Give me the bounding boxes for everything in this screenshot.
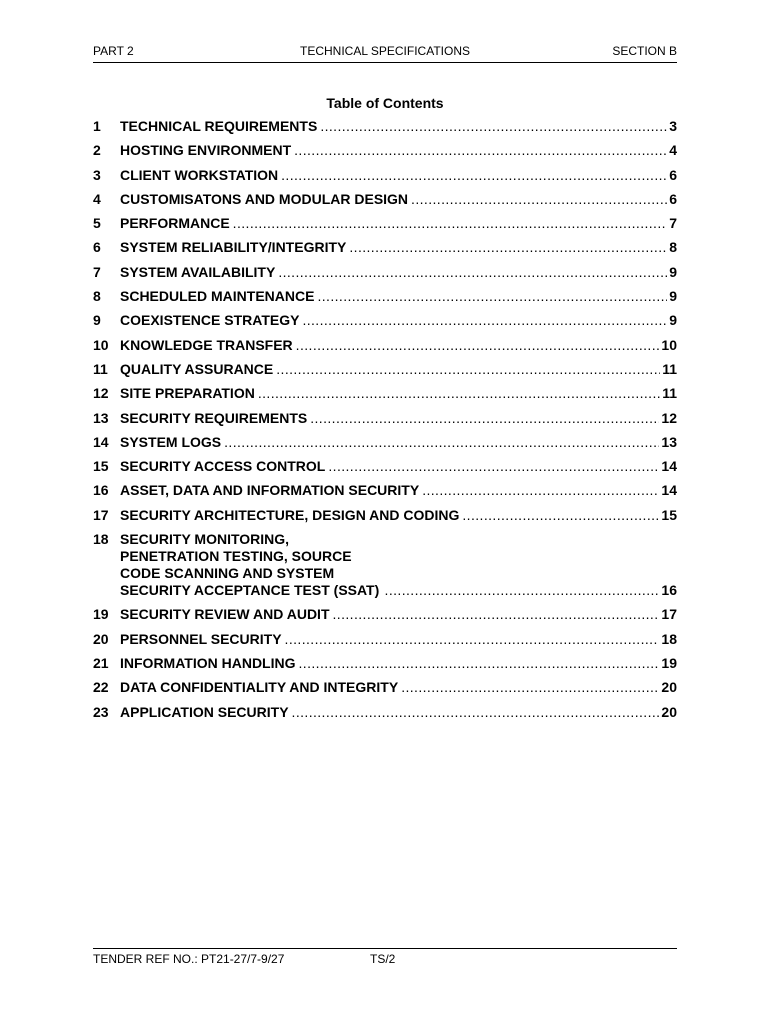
toc-entry-title[interactable]: SECURITY ACCESS CONTROL [120,458,326,475]
toc-entry[interactable] [93,655,677,672]
toc-entry-title[interactable]: SITE PREPARATION [120,385,255,402]
toc-entry[interactable] [93,679,677,696]
toc-entry-number: 10 [93,336,109,353]
toc-entry-number: 3 [93,166,101,183]
toc-entry-number: 15 [93,458,109,475]
toc-entry-title[interactable]: SECURITY MONITORING, PENETRATION TESTING, SOURCE CODE SCANNING AND SYSTEM SECURITY ACCEPTANCE TEST (SSAT) [120,531,380,599]
toc-entry-title[interactable]: SYSTEM RELIABILITY/INTEGRITY [120,239,347,256]
toc-entry-number: 11 [93,360,108,377]
toc-entry-title[interactable]: PERSONNEL SECURITY [120,630,282,647]
toc-entry-title[interactable]: ASSET, DATA AND INFORMATION SECURITY [120,482,420,499]
toc-entry-page: 20 [661,679,677,696]
toc-entry-number: 20 [93,630,109,647]
toc-dot-leader [278,264,667,281]
toc-entry-page: 9 [669,288,677,305]
toc-entry-number: 5 [93,215,101,232]
toc-dot-leader [333,606,660,623]
toc-entry[interactable] [93,531,677,599]
toc-entry-page: 9 [669,312,677,329]
toc-entry-title[interactable]: APPLICATION SECURITY [120,703,289,720]
toc-entry-number: 17 [93,506,109,523]
toc-entry-title[interactable]: PERFORMANCE [120,215,230,232]
toc-entry-number: 16 [93,482,109,499]
toc-entry-page: 12 [661,409,677,426]
toc-entry-title[interactable]: COEXISTENCE STRATEGY [120,312,300,329]
toc-entry[interactable] [93,482,677,499]
toc-entry[interactable] [93,142,677,159]
toc-entry[interactable] [93,434,677,451]
toc-dot-leader [276,361,660,378]
toc-entry[interactable] [93,167,677,184]
toc-entry-page: 7 [669,215,677,232]
toc-entry-page: 9 [669,263,677,280]
toc-entry-title[interactable]: SECURITY REVIEW AND AUDIT [120,606,330,623]
toc-entry[interactable] [93,264,677,281]
toc-entry-title[interactable]: QUALITY ASSURANCE [120,360,274,377]
toc-entry-title[interactable]: HOSTING ENVIRONMENT [120,142,292,159]
toc-dot-leader [385,582,660,599]
toc-entry-title[interactable]: SECURITY REQUIREMENTS [120,409,308,426]
toc-entry[interactable] [93,239,677,256]
toc-entry-page: 11 [662,385,677,402]
toc-entry[interactable] [93,191,677,208]
toc-dot-leader [411,191,667,208]
page-footer [93,948,677,969]
toc-dot-leader [292,704,660,721]
toc-entry-number: 22 [93,679,109,696]
toc-entry[interactable] [93,337,677,354]
toc-entry-page: 18 [661,630,677,647]
toc-entry[interactable] [93,458,677,475]
toc-entry-number: 13 [93,409,109,426]
toc-entry-title[interactable]: TECHNICAL REQUIREMENTS [120,118,318,134]
toc-entry[interactable] [93,507,677,524]
toc-entry-page: 17 [661,606,677,623]
toc-entry-page: 6 [669,190,677,207]
toc-entry-title[interactable]: SYSTEM AVAILABILITY [120,263,276,280]
footer-page-number: TS/2 [370,952,396,966]
toc-dot-leader [224,434,659,451]
toc-entry-number: 8 [93,288,101,305]
toc-dot-leader [401,679,659,696]
toc-entry-number: 6 [93,239,101,256]
toc-entry-number: 18 [93,531,109,548]
toc-entry-number: 2 [93,142,101,159]
toc-entry-number: 1 [93,118,101,134]
header-section-label: SECTION B [612,44,677,58]
toc-entry[interactable] [93,704,677,721]
toc-dot-leader [285,631,660,648]
toc-title: Table of Contents [326,95,444,111]
toc-entry-number: 12 [93,385,109,402]
toc-dot-leader [302,312,667,329]
toc-dot-leader [299,655,660,672]
toc-dot-leader [281,167,667,184]
toc-entry-page: 14 [661,458,677,475]
toc-entry-page: 11 [662,360,677,377]
toc-entry-page: 6 [669,166,677,183]
toc-entry-number: 21 [93,654,109,671]
toc-entry-page: 10 [661,336,677,353]
toc-entry-title[interactable]: SECURITY ARCHITECTURE, DESIGN AND CODING [120,506,460,523]
footer-tender-ref: TENDER REF NO.: PT21-27/7-9/27 [93,952,285,966]
toc-entry-number: 19 [93,606,109,623]
toc-entry-title[interactable]: INFORMATION HANDLING [120,654,296,671]
table-of-contents [93,118,677,728]
toc-entry-title[interactable]: SCHEDULED MAINTENANCE [120,288,315,305]
toc-dot-leader [296,337,660,354]
toc-entry-page: 14 [661,482,677,499]
header-title: TECHNICAL SPECIFICATIONS [299,44,471,58]
toc-entry-page: 15 [661,506,677,523]
toc-entry[interactable] [93,385,677,402]
toc-dot-leader [294,142,667,159]
toc-dot-leader [258,385,660,402]
toc-entry-number: 7 [93,263,101,280]
toc-entry-page: 8 [669,239,677,256]
toc-entry[interactable] [93,215,677,232]
toc-entry-title[interactable]: CLIENT WORKSTATION [120,166,279,183]
toc-entry-page: 3 [669,118,677,134]
toc-entry-title[interactable]: SYSTEM LOGS [120,433,222,450]
toc-entry[interactable] [93,361,677,378]
toc-entry-page: 13 [661,433,677,450]
toc-entry[interactable] [93,312,677,329]
toc-entry-number: 9 [93,312,101,329]
toc-dot-leader [320,118,667,135]
toc-dot-leader [310,410,659,427]
toc-entry[interactable] [93,288,677,305]
toc-dot-leader [422,482,659,499]
toc-entry-title[interactable]: CUSTOMISATONS AND MODULAR DESIGN [120,190,409,207]
toc-entry[interactable] [93,410,677,427]
toc-dot-leader [233,215,668,232]
toc-entry-number: 14 [93,433,109,450]
toc-entry[interactable] [93,631,677,648]
toc-dot-leader [462,507,659,524]
toc-dot-leader [349,239,667,256]
header-part-label: PART 2 [93,44,134,58]
page-header [93,42,677,63]
toc-dot-leader [328,458,659,475]
toc-entry-page: 4 [669,142,677,159]
toc-entry-number: 4 [93,190,101,207]
toc-entry-page: 19 [661,654,677,671]
toc-entry-title[interactable]: KNOWLEDGE TRANSFER [120,336,293,353]
toc-entry-page: 20 [661,703,677,720]
toc-entry[interactable] [93,118,677,135]
toc-entry-number: 23 [93,703,109,720]
toc-entry-title[interactable]: DATA CONFIDENTIALITY AND INTEGRITY [120,679,399,696]
toc-entry-page: 16 [661,582,677,599]
toc-entry[interactable] [93,606,677,623]
toc-dot-leader [317,288,667,305]
